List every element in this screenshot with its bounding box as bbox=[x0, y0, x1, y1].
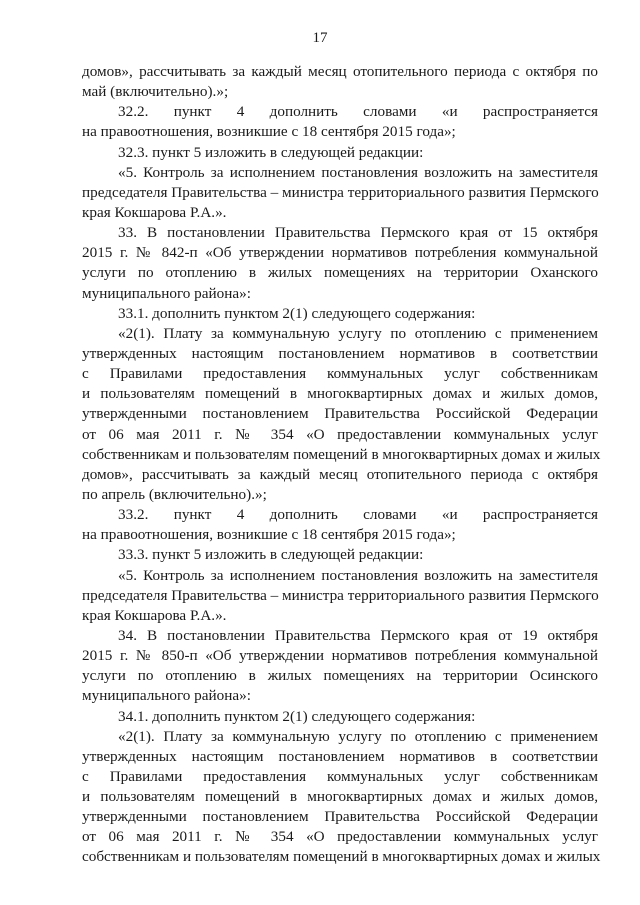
text-line: и пользователям помещений в многоквартирных домах и жилых домов, bbox=[82, 788, 598, 806]
text-line: 34. В постановлении Правительства Пермского края от 19 октября bbox=[118, 626, 598, 644]
text-line: услуги по отоплению в жилых помещениях на территории Осинского bbox=[82, 667, 598, 685]
text-line: муниципального района»: bbox=[82, 284, 251, 302]
text-line: 2015 г. № 842-п «Об утверждении нормативов потребления коммунальной bbox=[82, 244, 598, 262]
text-line: услуги по отоплению в жилых помещениях на территории Оханского bbox=[82, 264, 598, 282]
text-line: «2(1). Плату за коммунальную услугу по отоплению с применением bbox=[118, 324, 598, 342]
text-line: от 06 мая 2011 г. № 354 «О предоставлении коммунальных услуг bbox=[82, 425, 598, 443]
text-line: председателя Правительства – министра территориального развития Пермского bbox=[82, 586, 599, 604]
text-line: 33.1. дополнить пунктом 2(1) следующего содержания: bbox=[118, 304, 476, 322]
text-line: края Кокшарова Р.А.». bbox=[82, 606, 227, 624]
text-line: 32.3. пункт 5 изложить в следующей редакции: bbox=[118, 143, 424, 161]
text-line: 34.1. дополнить пунктом 2(1) следующего содержания: bbox=[118, 707, 476, 725]
text-line: утвержденными постановлением Правительства Российской Федерации bbox=[82, 808, 598, 826]
text-line: по апрель (включительно).»; bbox=[82, 485, 267, 503]
text-line: муниципального района»: bbox=[82, 687, 251, 705]
text-line: утвержденными постановлением Правительства Российской Федерации bbox=[82, 405, 598, 423]
text-line: утвержденных настоящим постановлением нормативов в соответствии bbox=[82, 747, 598, 765]
text-line: на правоотношения, возникшие с 18 сентября 2015 года»; bbox=[82, 123, 456, 141]
text-line: с Правилами предоставления коммунальных услуг собственникам bbox=[82, 767, 598, 785]
text-line: от 06 мая 2011 г. № 354 «О предоставлении коммунальных услуг bbox=[82, 828, 598, 846]
text-line: май (включительно).»; bbox=[82, 83, 229, 101]
text-line: края Кокшарова Р.А.». bbox=[82, 203, 227, 221]
text-line: 33.2. пункт 4 дополнить словами «и распространяется bbox=[118, 506, 598, 524]
text-line: домов», рассчитывать за каждый месяц отопительного периода с октября bbox=[82, 465, 598, 483]
text-line: домов», рассчитывать за каждый месяц отопительного периода с октября по bbox=[82, 63, 598, 80]
page-number: 17 bbox=[312, 30, 328, 46]
text-line: и пользователям помещений в многоквартирных домах и жилых домов, bbox=[82, 385, 598, 403]
text-line: 2015 г. № 850-п «Об утверждении нормативов потребления коммунальной bbox=[82, 647, 598, 665]
document-body bbox=[82, 62, 601, 868]
text-line: «5. Контроль за исполнением постановления возложить на заместителя bbox=[118, 566, 598, 584]
text-line: на правоотношения, возникшие с 18 сентября 2015 года»; bbox=[82, 526, 456, 544]
text-line: «5. Контроль за исполнением постановления возложить на заместителя bbox=[118, 163, 598, 181]
text-line: председателя Правительства – министра территориального развития Пермского bbox=[82, 183, 599, 201]
text-line: с Правилами предоставления коммунальных услуг собственникам bbox=[82, 365, 598, 383]
text-line: 32.2. пункт 4 дополнить словами «и распространяется bbox=[118, 103, 598, 121]
text-line: «2(1). Плату за коммунальную услугу по отоплению с применением bbox=[118, 727, 598, 745]
text-line: собственникам и пользователям помещений в многоквартирных домах и жилых bbox=[82, 445, 601, 463]
text-line: утвержденных настоящим постановлением нормативов в соответствии bbox=[82, 344, 598, 362]
text-line: собственникам и пользователям помещений в многоквартирных домах и жилых bbox=[82, 848, 601, 866]
text-line: 33.3. пункт 5 изложить в следующей редакции: bbox=[118, 546, 424, 564]
text-line: 33. В постановлении Правительства Пермского края от 15 октября bbox=[118, 224, 598, 242]
